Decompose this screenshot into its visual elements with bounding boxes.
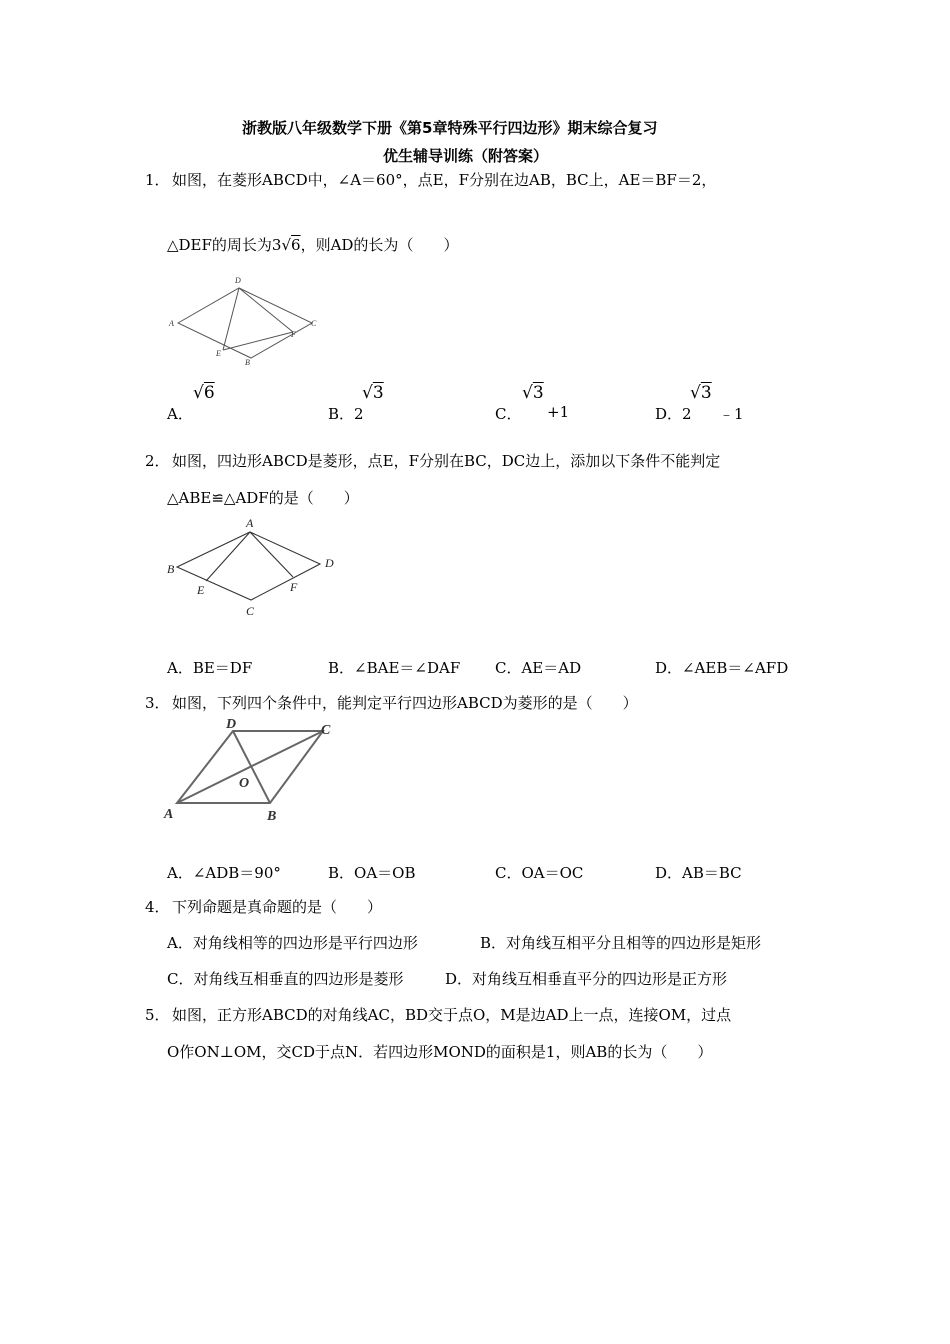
question-3-option-a[interactable]: A．∠ADB＝90°: [167, 864, 281, 882]
radicand: 3: [700, 383, 712, 403]
question-4-number: 4．: [145, 898, 170, 916]
segment-ae: [206, 532, 250, 581]
label-a: A: [164, 807, 174, 822]
radicand: 3: [372, 383, 384, 403]
question-4-option-c[interactable]: C．对角线互相垂直的四边形是菱形: [167, 970, 404, 988]
question-3-option-b[interactable]: B．OA＝OB: [328, 864, 416, 882]
question-4-text-line1: 下列命题是真命题的是（ ）: [172, 898, 383, 916]
question-1-number: 1．: [145, 171, 170, 189]
question-1-option-b[interactable]: [328, 403, 364, 424]
option-b-radical: √3: [362, 383, 384, 403]
label-o: O: [239, 776, 250, 791]
segment-de: [223, 288, 239, 350]
label-c: C: [246, 604, 255, 618]
label-c: C: [321, 723, 331, 738]
label-b: B: [167, 562, 175, 576]
label-e: E: [197, 583, 205, 597]
page-subtitle: 优生辅导训练（附答案）: [383, 147, 549, 165]
question-4-option-b[interactable]: B．对角线互相平分且相等的四边形是矩形: [480, 934, 762, 952]
page-title: 浙教版八年级数学下册《第5章特殊平行四边形》期末综合复习: [242, 119, 658, 137]
question-1-text-line1: 如图，在菱形ABCD中，∠A＝60°，点E，F分别在边AB，BC上，AE＝BF＝2，: [172, 171, 717, 189]
label-d: D: [235, 276, 241, 285]
label-c: C: [311, 319, 317, 328]
label-a: A: [169, 319, 174, 328]
option-label: D．2: [655, 405, 692, 423]
question-5-text-line1: 如图，正方形ABCD的对角线AC，BD交于点O，M是边AD上一点，连接OM，过点: [172, 1006, 732, 1024]
question-3-option-d[interactable]: D．AB＝BC: [655, 864, 742, 882]
radicand: 6: [203, 383, 215, 403]
option-c-suffix: +1: [547, 403, 570, 421]
question-2-option-b[interactable]: B．∠BAE＝∠DAF: [328, 659, 461, 677]
question-2-option-d[interactable]: D．∠AEB＝∠AFD: [655, 659, 789, 677]
sqrt-symbol: √6: [281, 236, 301, 254]
question-2-figure: [160, 512, 350, 622]
question-1-text-line2-a: △DEF的周长为3: [167, 236, 282, 254]
label-e: E: [216, 349, 221, 358]
option-label: C．: [495, 405, 522, 423]
option-c-radical: √3: [522, 383, 544, 403]
label-d: D: [325, 556, 334, 570]
radicand: 3: [532, 383, 544, 403]
option-d-radical: √3: [690, 383, 712, 403]
segment-ef: [223, 332, 293, 350]
question-4-option-d[interactable]: D．对角线互相垂直平分的四边形是正方形: [445, 970, 728, 988]
question-2-text-line1: 如图，四边形ABCD是菱形，点E，F分别在BC，DC边上，添加以下条件不能判定: [172, 452, 721, 470]
diagonal-bd: [233, 731, 270, 803]
label-b: B: [267, 809, 277, 824]
question-5-text-line2: O作ON⊥OM，交CD于点N．若四边形MOND的面积是1，则AB的长为（ ）: [167, 1043, 713, 1061]
question-3-number: 3．: [145, 694, 170, 712]
question-3-option-c[interactable]: C．OA＝OC: [495, 864, 584, 882]
question-2-text-line2: △ABE≌△ADF的是（ ）: [167, 489, 359, 507]
question-5-number: 5．: [145, 1006, 170, 1024]
question-1-text-line2-b: ，则AD的长为（ ）: [300, 236, 459, 254]
question-1-option-c[interactable]: [495, 403, 521, 424]
label-f: F: [290, 580, 298, 594]
label-b: B: [245, 358, 250, 367]
radicand: 6: [291, 236, 301, 254]
question-1-text-line2: [167, 234, 458, 255]
option-label: B．2: [328, 405, 364, 423]
label-d: D: [226, 717, 237, 732]
option-a-radical: √6: [193, 383, 215, 403]
option-d-suffix: ﹣1: [719, 405, 744, 423]
question-1-option-d[interactable]: [655, 403, 692, 424]
question-3-figure: [158, 715, 348, 830]
question-2-option-a[interactable]: A．BE＝DF: [167, 659, 253, 677]
question-2-option-c[interactable]: C．AE＝AD: [495, 659, 582, 677]
segment-af: [250, 532, 293, 577]
rhombus-abcd: [178, 288, 312, 358]
question-2-number: 2．: [145, 452, 170, 470]
question-3-text-line1: 如图，下列四个条件中，能判定平行四边形ABCD为菱形的是（ ）: [172, 694, 638, 712]
diagonal-ac: [177, 731, 323, 803]
question-4-option-a[interactable]: A．对角线相等的四边形是平行四边形: [167, 934, 418, 952]
question-1-figure: [160, 270, 330, 370]
label-f: F: [291, 330, 296, 339]
option-label: A．: [167, 405, 193, 423]
label-a: A: [246, 516, 254, 530]
question-1-option-a[interactable]: [167, 403, 193, 424]
